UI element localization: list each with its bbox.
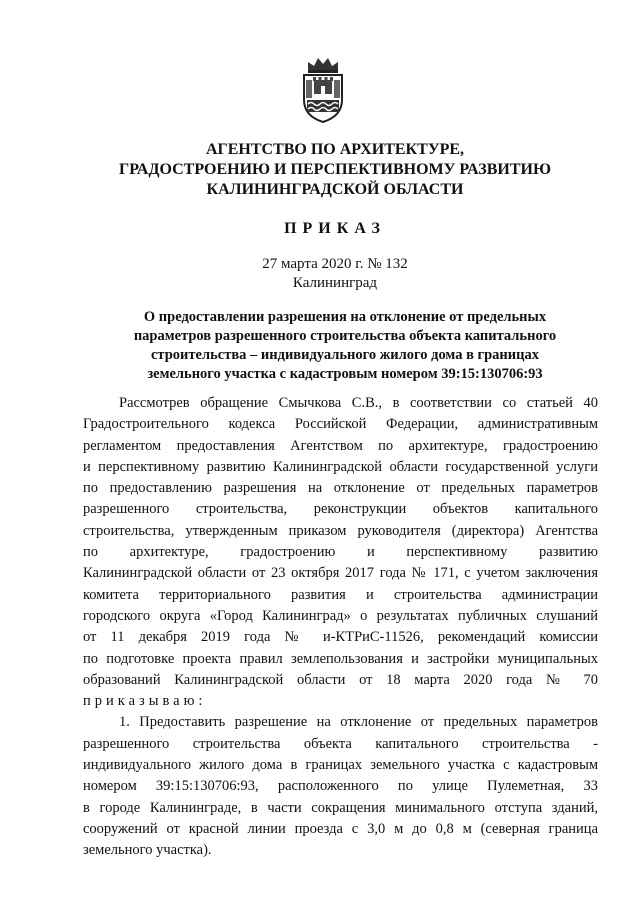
order-body xyxy=(83,393,598,862)
document-type-heading: ПРИКАЗ xyxy=(284,220,386,237)
body-line: земельного участка). xyxy=(83,842,212,859)
body-line: сооружений от красной линии проезда с 3,0 м до 0,8 м (северная граница xyxy=(83,820,598,837)
body-line: Градостроительного кодекса Российской Федерации, административным xyxy=(83,416,598,433)
subject-line: земельного участка с кадастровым номером 39:15:130706:93 xyxy=(147,366,543,382)
agency-name xyxy=(60,140,610,200)
body-line: индивидуального жилого дома в границах земельного участка с кадастровым xyxy=(83,757,598,774)
coat-of-arms-icon xyxy=(296,56,350,124)
agency-name-line: ГРАДОСТРОЕНИЮ И ПЕРСПЕКТИВНОМУ РАЗВИТИЮ xyxy=(119,161,551,178)
body-line: разрешенного строительства, реконструкции объектов капитального xyxy=(83,501,598,518)
order-subject xyxy=(90,308,600,384)
body-line: по предоставлению разрешения на отклонение от предельных параметров xyxy=(83,480,598,497)
body-line: регламентом предоставления Агентством по архитектуре, градостроению xyxy=(83,437,598,454)
body-line: от 11 декабря 2019 года № и-КТРиС-11526, рекомендаций комиссии xyxy=(83,629,598,646)
agency-name-line: АГЕНТСТВО ПО АРХИТЕКТУРЕ, xyxy=(205,141,465,158)
subject-line: строительства – индивидуального жилого дома в границах xyxy=(151,347,539,363)
order-city: Калининград xyxy=(292,275,378,291)
body-line: номером 39:15:130706:93, расположенного по улице Пулеметная, 33 xyxy=(83,778,598,795)
order-decree-word: приказываю: xyxy=(83,693,207,710)
body-line: строительства, утвержденным приказом руководителя (директора) Агентства xyxy=(83,522,598,539)
body-line: по подготовке проекта правил землепользования и застройки муниципальных xyxy=(83,650,598,667)
body-line: комитета территориального развития и строительства администрации xyxy=(83,586,598,603)
body-line: Калининградской области от 23 октября 2017 года № 171, с учетом заключения xyxy=(83,565,598,582)
body-line: Рассмотрев обращение Смычкова С.В., в соответствии со статьей 40 xyxy=(119,395,598,411)
body-line: в городе Калининграде, в части сокращения минимального отступа зданий, xyxy=(83,799,598,816)
body-line: городского округа «Город Калининград» о результатах публичных слушаний xyxy=(83,607,598,624)
order-date-number: 27 марта 2020 г. № 132 xyxy=(262,256,408,272)
subject-line: О предоставлении разрешения на отклонение от предельных xyxy=(143,309,547,325)
subject-line: параметров разрешенного строительства объекта капитального xyxy=(133,328,557,344)
body-line: по архитектуре, градостроению и перспективному развитию xyxy=(83,544,598,561)
body-line: и перспективному развитию Калининградской области государственной услуги xyxy=(83,458,598,475)
body-line: разрешенного строительства объекта капитального строительства - xyxy=(83,735,598,752)
agency-name-line: КАЛИНИНГРАДСКОЙ ОБЛАСТИ xyxy=(206,181,464,198)
order-item-1: 1. Предоставить разрешение на отклонение от предельных параметров xyxy=(119,714,598,731)
body-line: образований Калининградской области от 18 марта 2020 года № 70 xyxy=(83,671,598,688)
